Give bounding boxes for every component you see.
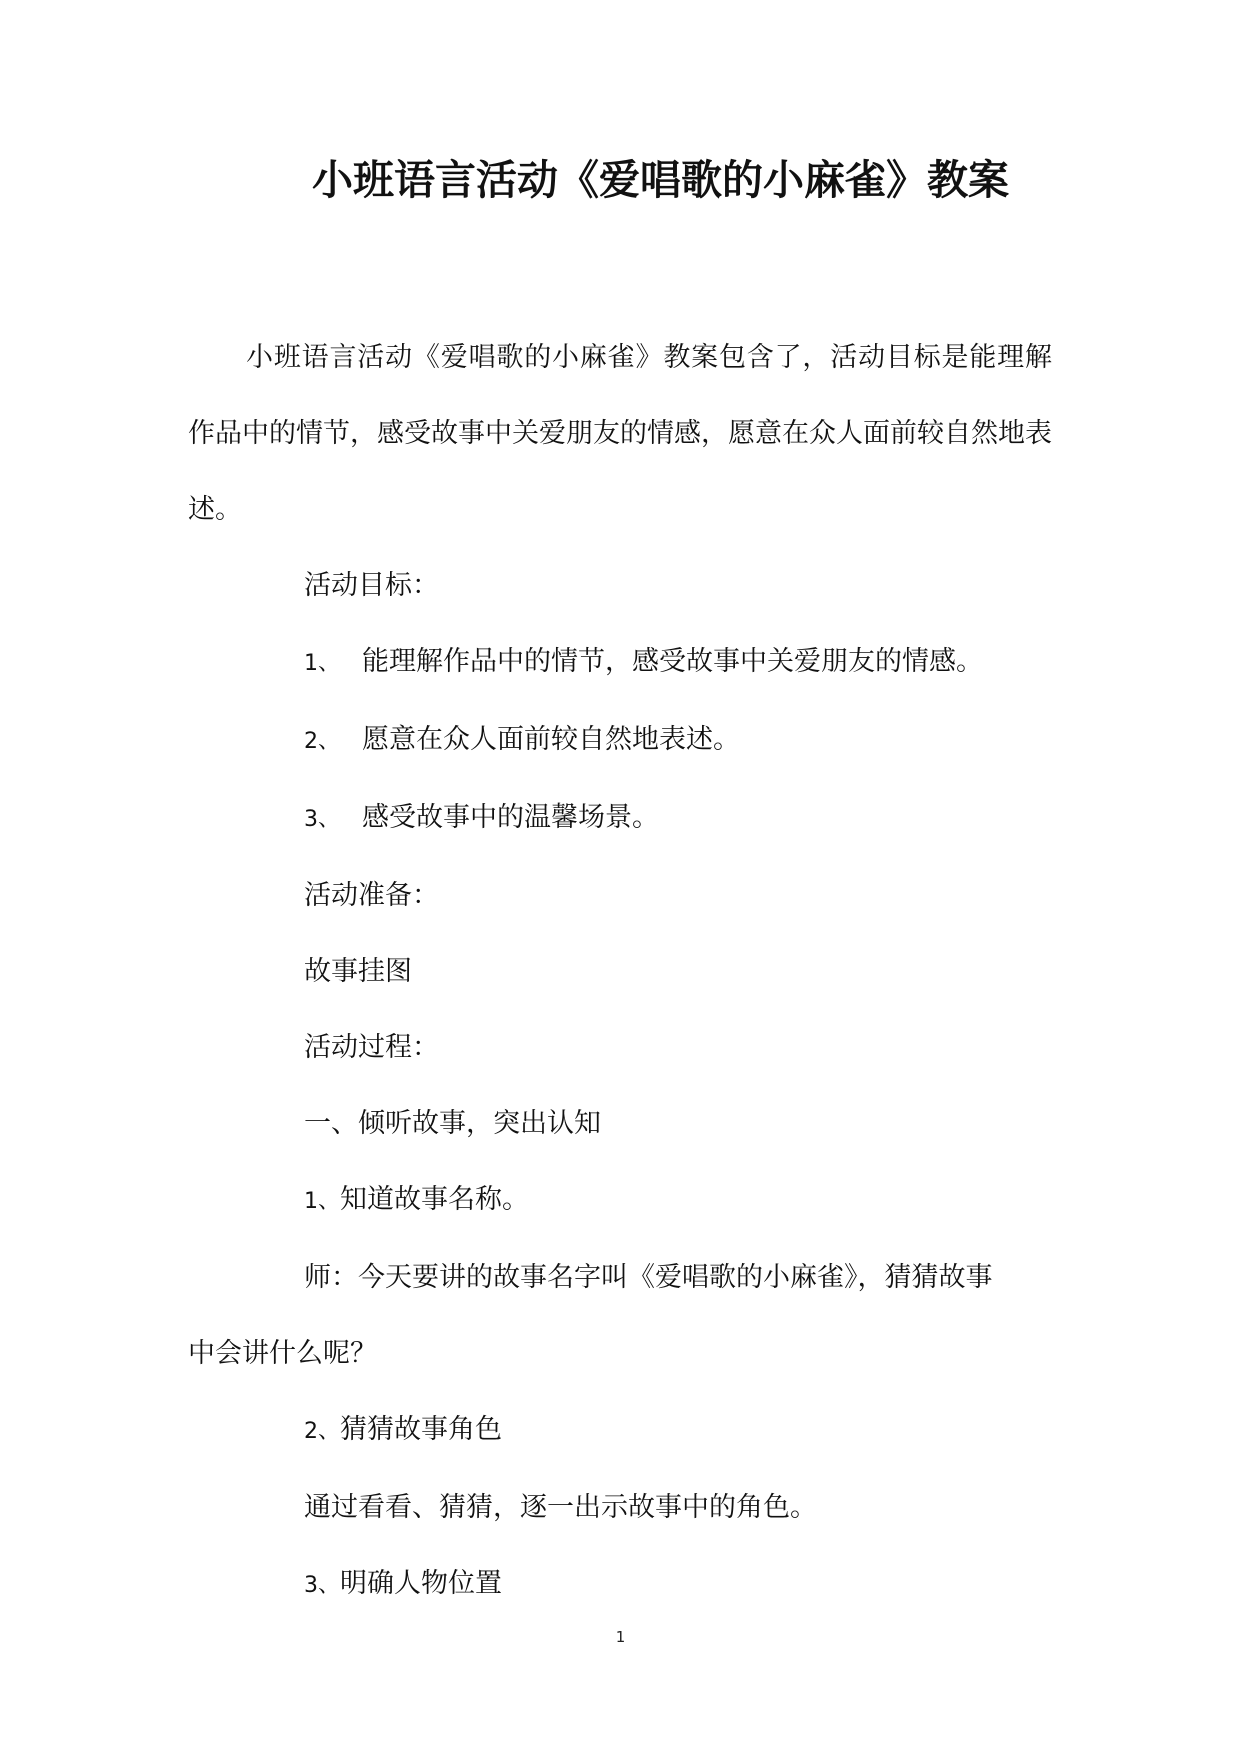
step-1 <box>188 1162 1052 1240</box>
goal-number-2: 2、 <box>304 729 340 754</box>
step-1-number: 1、 <box>304 1189 340 1214</box>
goals-heading: 活动目标： <box>304 570 439 601</box>
step-2-text: 猜猜故事角色 <box>340 1414 502 1445</box>
goal-number-1: 1、 <box>304 651 340 676</box>
teacher-line-2: 中会讲什么呢？ <box>188 1338 377 1369</box>
goal-text-3: 感受故事中的温馨场景。 <box>362 802 659 833</box>
step-3-text: 明确人物位置 <box>340 1568 502 1599</box>
intro-paragraph: 小班语言活动《爱唱歌的小麻雀》教案包含了，活动目标是能理解作品中的情节，感受故事中关爱朋友的情感，愿意在众人面前较自然地表述。 <box>188 342 1052 525</box>
teacher-line-1: 师：今天要讲的故事名字叫《爱唱歌的小麻雀》，猜猜故事 <box>304 1262 993 1293</box>
step-2-number: 2、 <box>304 1419 340 1444</box>
prep-item: 故事挂图 <box>304 956 412 987</box>
section-one-heading: 一、倾听故事，突出认知 <box>304 1108 601 1139</box>
document-body <box>188 320 1052 1624</box>
prep-heading: 活动准备： <box>304 880 439 911</box>
step-2 <box>188 1392 1052 1470</box>
process-heading: 活动过程： <box>304 1032 439 1063</box>
goal-item-2 <box>188 702 1052 780</box>
step-3 <box>188 1546 1052 1624</box>
document-title: 小班语言活动《爱唱歌的小麻雀》教案 <box>312 156 1009 204</box>
goal-number-3: 3、 <box>304 807 340 832</box>
goal-text-2: 愿意在众人面前较自然地表述。 <box>362 724 740 755</box>
step-3-number: 3、 <box>304 1573 340 1598</box>
goal-item-3 <box>188 780 1052 858</box>
goal-item-1 <box>188 624 1052 702</box>
page-number: 1 <box>615 1628 626 1646</box>
step-1-text: 知道故事名称。 <box>340 1184 529 1215</box>
goal-text-1: 能理解作品中的情节，感受故事中关爱朋友的情感。 <box>362 646 983 677</box>
step-2-description: 通过看看、猜猜，逐一出示故事中的角色。 <box>304 1492 817 1523</box>
